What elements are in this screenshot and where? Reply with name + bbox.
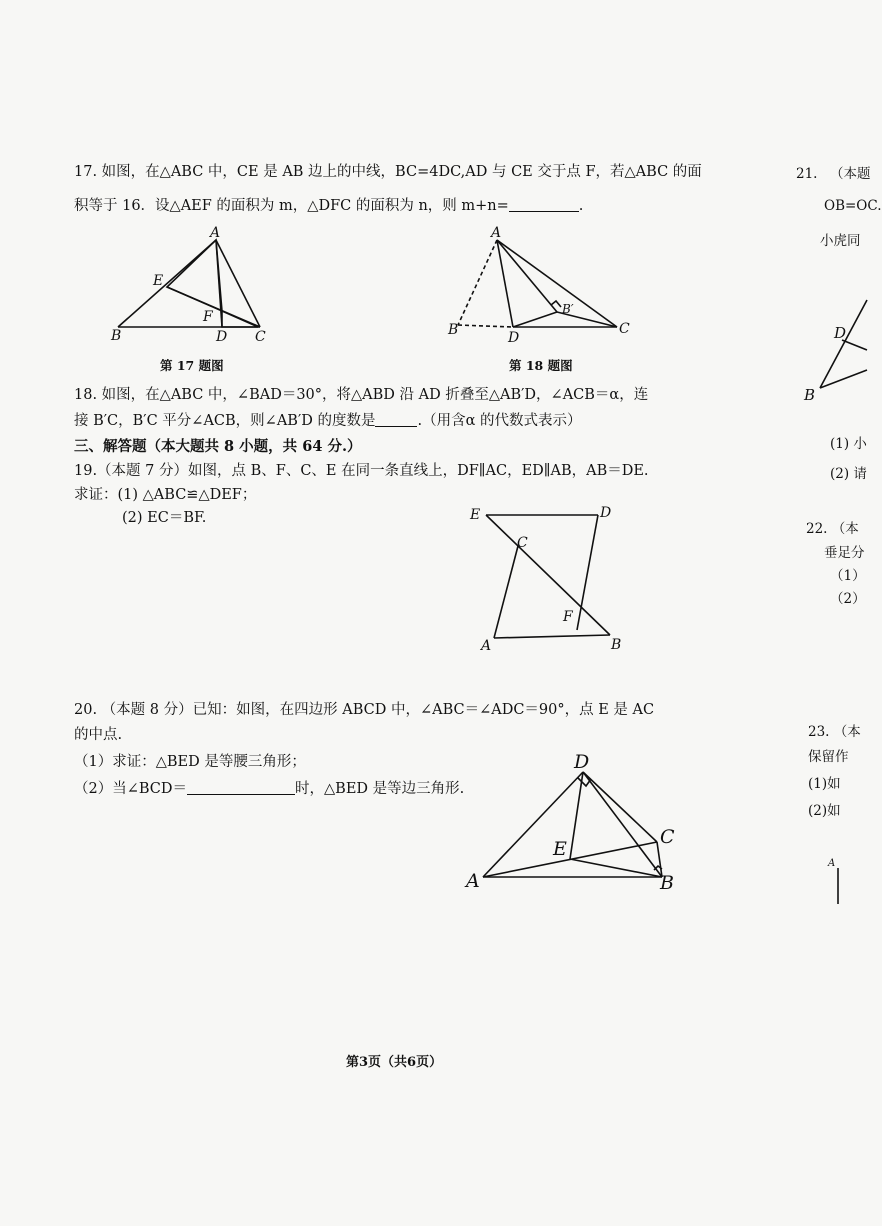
q18-label-a: A [491, 225, 502, 241]
page-footer: 第3页（共6页） [346, 1055, 443, 1070]
q20-line4-text: （2）当∠BCD＝ [74, 781, 188, 797]
q18-label-b-prime: B′ [562, 302, 574, 316]
q23-line-a: 保留作 [808, 749, 849, 765]
q21-partial-line-1 [820, 300, 867, 388]
q21-label-b: B [804, 386, 816, 404]
q18-line2-end: .（用含α 的代数式表示） [417, 413, 582, 429]
q23-label-a: A [828, 858, 836, 869]
q19-label-b: B [611, 637, 622, 653]
q18-line2-text: 接 B′C，B′C 平分∠ACB，则∠AB′D 的度数是 [74, 413, 376, 429]
q22-part-2: （2） [830, 591, 866, 607]
q18-label-c: C [619, 321, 630, 337]
q20-line2: 的中点. [74, 727, 123, 743]
q17-label-e: E [153, 273, 164, 289]
q17-label-f: F [203, 309, 213, 325]
q21-number: 21. [796, 166, 818, 182]
q21-part-2: (2) 请 [830, 466, 867, 482]
q21-line-b: 小虎同 [820, 233, 861, 249]
q21-line-a: OB=OC. [824, 198, 882, 214]
q17-label-b: B [111, 328, 122, 344]
q17-line2-text: 积等于 16．设△AEF 的面积为 m，△DFC 的面积为 n，则 m+n= [74, 198, 509, 214]
q21-label-d: D [834, 324, 847, 342]
q23-part-1: (1)如 [808, 776, 841, 792]
q21-part-1: (1) 小 [830, 436, 867, 452]
q19-line1: 19.（本题 7 分）如图，点 B、F、C、E 在同一条直线上，DF∥AC，ED∥AB，AB＝DE. [74, 463, 649, 479]
q20-label-e: E [553, 838, 567, 860]
q19-line2: 求证：(1) △ABC≌△DEF； [74, 487, 257, 503]
q20-label-b: B [660, 872, 674, 894]
section-heading: 三、解答题（本大题共 8 小题，共 64 分.） [74, 438, 362, 455]
q19-line3: (2) EC＝BF. [122, 510, 207, 526]
q22-head: 22. （本 [806, 521, 859, 537]
q19-label-f: F [563, 609, 573, 625]
q18-label-b: B [448, 322, 459, 338]
q17-label-d: D [216, 329, 228, 345]
q19-label-a: A [481, 638, 492, 654]
q20-label-d: D [574, 751, 590, 773]
q18-caption: 第 18 题图 [509, 358, 573, 373]
q20-label-c: C [660, 826, 675, 848]
q19-label-d: D [600, 505, 612, 521]
q23-part-2: (2)如 [808, 803, 841, 819]
q21-head: （本题 [830, 166, 871, 182]
q22-part-1: （1） [830, 568, 866, 584]
q20-line3: （1）求证：△BED 是等腰三角形； [74, 754, 306, 770]
q20-label-a: A [466, 870, 480, 892]
q17-label-c: C [255, 329, 266, 345]
q17-label-a: A [210, 225, 221, 241]
q17-caption: 第 17 题图 [160, 358, 224, 373]
q23-head: 23. （本 [808, 724, 861, 740]
q17-line1: 17. 如图，在△ABC 中，CE 是 AB 边上的中线，BC=4DC,AD 与 CE 交于点 F，若△ABC 的面 [74, 164, 702, 180]
q19-label-e: E [470, 507, 481, 523]
q19-label-c: C [517, 535, 528, 551]
q17-line2-end: . [578, 198, 584, 214]
q20-line4-end: 时，△BED 是等边三角形. [295, 781, 465, 797]
q18-line1: 18. 如图，在△ABC 中，∠BAD＝30°，将△ABD 沿 AD 折叠至△AB′D，∠ACB＝α，连 [74, 387, 649, 403]
q22-line-a: 垂足分 [824, 545, 865, 561]
q20-line1: 20. （本题 8 分）已知：如图，在四边形 ABCD 中，∠ABC＝∠ADC＝90°，点 E 是 AC [74, 702, 655, 718]
q18-label-d: D [508, 330, 520, 346]
q21-partial-line-2 [820, 370, 867, 388]
